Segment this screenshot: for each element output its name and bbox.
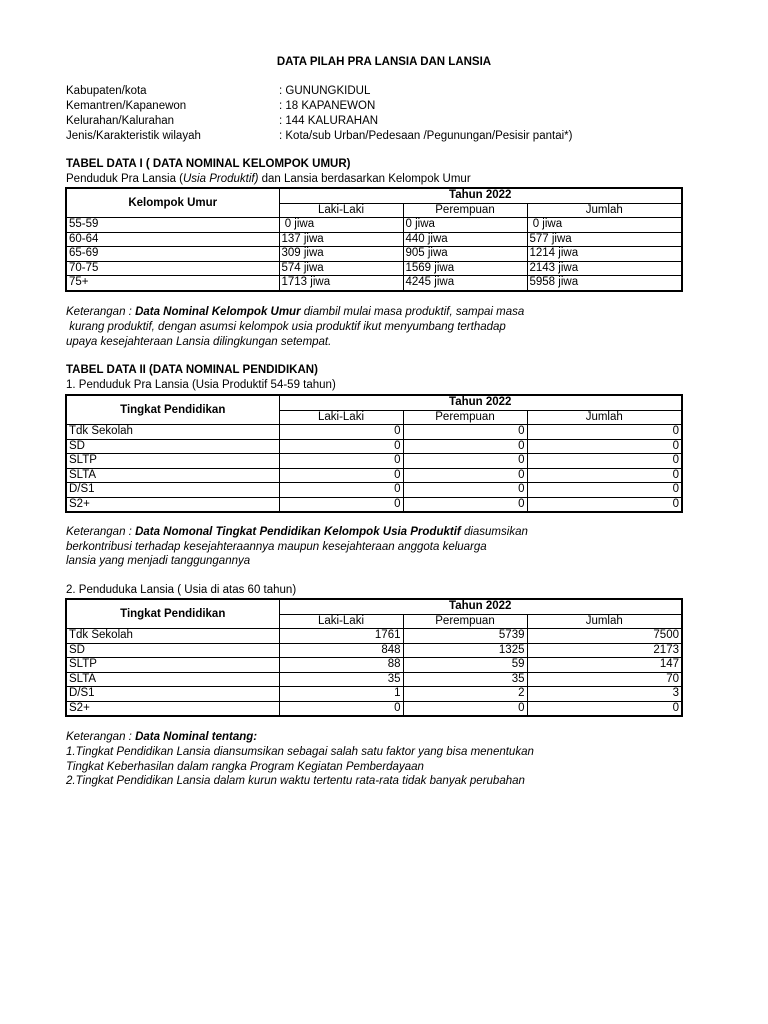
- note-label: Keterangan :: [66, 526, 136, 538]
- cell-female: 2: [403, 687, 527, 702]
- note-bold: Data Nomonal Tingkat Pendidikan Kelompok Usia Produktif: [135, 526, 461, 538]
- table1-note: [66, 306, 524, 318]
- table-row: [66, 439, 682, 454]
- table2-header-year: Tahun 2022: [279, 395, 682, 410]
- cell-total: 0: [527, 454, 682, 469]
- cell-total: 0: [527, 701, 682, 716]
- table3-header-total: Jumlah: [527, 614, 682, 629]
- cell-total: 5958 jiwa: [527, 276, 682, 291]
- info-value: : GUNUNGKIDUL: [279, 85, 371, 97]
- table-row: [66, 701, 682, 716]
- table-row: [66, 672, 682, 687]
- table-row: [66, 232, 682, 247]
- cell-female: 5739: [403, 629, 527, 644]
- table3-header-female: Perempuan: [403, 614, 527, 629]
- table1-header-female: Perempuan: [403, 203, 527, 218]
- table3-subtitle: 2. Penduduka Lansia ( Usia di atas 60 tahun): [66, 584, 297, 596]
- note-label: Keterangan :: [66, 731, 136, 743]
- table3-note-line: Tingkat Keberhasilan dalam rangka Program Kegiatan Pemberdayaan: [66, 761, 424, 773]
- cell-group: SD: [66, 439, 279, 454]
- cell-total: 3: [527, 687, 682, 702]
- cell-female: 905 jiwa: [403, 247, 527, 262]
- table3: [65, 598, 683, 717]
- cell-male: 848: [279, 643, 403, 658]
- table2-header-female: Perempuan: [403, 410, 527, 425]
- cell-total: 0 jiwa: [527, 218, 682, 233]
- cell-group: SD: [66, 643, 279, 658]
- table-row: [66, 497, 682, 512]
- cell-female: 1569 jiwa: [403, 261, 527, 276]
- table1-heading: TABEL DATA I ( DATA NOMINAL KELOMPOK UMUR): [66, 158, 351, 170]
- table-row: [66, 276, 682, 291]
- table1: [65, 187, 683, 292]
- table2-note-line: lansia yang menjadi tanggungannya: [66, 555, 251, 567]
- info-label: Kelurahan/Kalurahan: [66, 115, 175, 127]
- cell-female: 59: [403, 658, 527, 673]
- cell-male: 0: [279, 701, 403, 716]
- cell-group: SLTP: [66, 454, 279, 469]
- note-label: Keterangan :: [66, 306, 136, 318]
- cell-group: SLTA: [66, 672, 279, 687]
- table3-note-line: 1.Tingkat Pendidikan Lansia diansumsikan sebagai salah satu faktor yang bisa menentukan: [66, 746, 534, 758]
- note-bold: Data Nominal tentang:: [135, 731, 258, 743]
- table1-header-male: Laki-Laki: [279, 203, 403, 218]
- cell-female: 4245 jiwa: [403, 276, 527, 291]
- cell-male: 0 jiwa: [279, 218, 403, 233]
- table2-note: [66, 526, 528, 538]
- cell-male: 0: [279, 439, 403, 454]
- cell-total: 2173: [527, 643, 682, 658]
- cell-total: 7500: [527, 629, 682, 644]
- cell-group: Tdk Sekolah: [66, 629, 279, 644]
- table-row: [66, 261, 682, 276]
- table2-header-group: Tingkat Pendidikan: [66, 395, 279, 425]
- table2-header-male: Laki-Laki: [279, 410, 403, 425]
- table-row: [66, 643, 682, 658]
- cell-female: 0: [403, 701, 527, 716]
- cell-male: 0: [279, 497, 403, 512]
- cell-group: SLTP: [66, 658, 279, 673]
- table1-note-line: upaya kesejahteraan Lansia dilingkungan setempat.: [66, 336, 332, 348]
- cell-male: 1713 jiwa: [279, 276, 403, 291]
- cell-female: 0: [403, 425, 527, 440]
- page-title: DATA PILAH PRA LANSIA DAN LANSIA: [276, 56, 492, 68]
- table-row: [66, 454, 682, 469]
- cell-group: 55-59: [66, 218, 279, 233]
- cell-male: 574 jiwa: [279, 261, 403, 276]
- table1-subtitle: [66, 173, 471, 185]
- note-rest: diambil mulai masa produktif, sampai masa: [300, 306, 525, 318]
- table1-subtitle-italic: Usia Produktif): [183, 173, 259, 185]
- cell-group: Tdk Sekolah: [66, 425, 279, 440]
- cell-male: 1: [279, 687, 403, 702]
- note-bold: Data Nominal Kelompok Umur: [135, 306, 301, 318]
- cell-male: 0: [279, 483, 403, 498]
- table1-subtitle-part: Penduduk Pra Lansia (: [66, 173, 183, 185]
- cell-group: D/S1: [66, 483, 279, 498]
- table-row: [66, 247, 682, 262]
- cell-total: 0: [527, 468, 682, 483]
- cell-male: 1761: [279, 629, 403, 644]
- cell-group: 60-64: [66, 232, 279, 247]
- table-row: [66, 483, 682, 498]
- table-row: [66, 687, 682, 702]
- table-row: [66, 218, 682, 233]
- info-value: : 144 KALURAHAN: [279, 115, 379, 127]
- table2: [65, 394, 683, 513]
- cell-group: 70-75: [66, 261, 279, 276]
- cell-total: 0: [527, 425, 682, 440]
- table-row: [66, 658, 682, 673]
- table3-note: [66, 731, 257, 743]
- cell-female: 0: [403, 454, 527, 469]
- table1-note-line: kurang produktif, dengan asumsi kelompok usia produktif ikut menyumbang terthadap: [66, 321, 506, 333]
- cell-total: 0: [527, 483, 682, 498]
- table2-heading: TABEL DATA II (DATA NOMINAL PENDIDIKAN): [66, 364, 318, 376]
- cell-female: 1325: [403, 643, 527, 658]
- cell-total: 147: [527, 658, 682, 673]
- cell-female: 0 jiwa: [403, 218, 527, 233]
- cell-total: 0: [527, 439, 682, 454]
- cell-female: 35: [403, 672, 527, 687]
- cell-female: 0: [403, 497, 527, 512]
- note-rest: diasumsikan: [460, 526, 528, 538]
- table2-note-line: berkontribusi terhadap kesejahteraannya maupun kesejahteraan anggota keluarga: [66, 541, 487, 553]
- cell-group: D/S1: [66, 687, 279, 702]
- cell-male: 0: [279, 468, 403, 483]
- cell-group: SLTA: [66, 468, 279, 483]
- cell-male: 88: [279, 658, 403, 673]
- cell-female: 0: [403, 468, 527, 483]
- cell-female: 0: [403, 483, 527, 498]
- info-value: : Kota/sub Urban/Pedesaan /Pegunungan/Pesisir pantai*): [279, 130, 573, 142]
- cell-male: 0: [279, 454, 403, 469]
- table3-note-line: 2.Tingkat Pendidikan Lansia dalam kurun waktu tertentu rata-rata tidak banyak perubahan: [66, 775, 525, 787]
- cell-male: 0: [279, 425, 403, 440]
- table-row: [66, 629, 682, 644]
- cell-male: 35: [279, 672, 403, 687]
- table1-header-year: Tahun 2022: [279, 188, 682, 203]
- cell-total: 0: [527, 497, 682, 512]
- cell-female: 440 jiwa: [403, 232, 527, 247]
- table3-header-male: Laki-Laki: [279, 614, 403, 629]
- table2-subtitle: 1. Penduduk Pra Lansia (Usia Produktif 54-59 tahun): [66, 379, 336, 391]
- info-label: Kabupaten/kota: [66, 85, 147, 97]
- info-value: : 18 KAPANEWON: [279, 100, 376, 112]
- cell-group: S2+: [66, 701, 279, 716]
- cell-group: S2+: [66, 497, 279, 512]
- table-row: [66, 425, 682, 440]
- cell-male: 309 jiwa: [279, 247, 403, 262]
- table-row: [66, 468, 682, 483]
- cell-total: 577 jiwa: [527, 232, 682, 247]
- cell-total: 70: [527, 672, 682, 687]
- table3-header-group: Tingkat Pendidikan: [66, 599, 279, 629]
- table1-subtitle-part: dan Lansia berdasarkan Kelompok Umur: [258, 173, 471, 185]
- cell-group: 75+: [66, 276, 279, 291]
- table3-header-year: Tahun 2022: [279, 599, 682, 614]
- cell-group: 65-69: [66, 247, 279, 262]
- cell-total: 2143 jiwa: [527, 261, 682, 276]
- cell-male: 137 jiwa: [279, 232, 403, 247]
- cell-total: 1214 jiwa: [527, 247, 682, 262]
- info-label: Jenis/Karakteristik wilayah: [66, 130, 201, 142]
- table1-header-total: Jumlah: [527, 203, 682, 218]
- table2-header-total: Jumlah: [527, 410, 682, 425]
- cell-female: 0: [403, 439, 527, 454]
- info-label: Kemantren/Kapanewon: [66, 100, 187, 112]
- table1-header-group: Kelompok Umur: [66, 188, 279, 218]
